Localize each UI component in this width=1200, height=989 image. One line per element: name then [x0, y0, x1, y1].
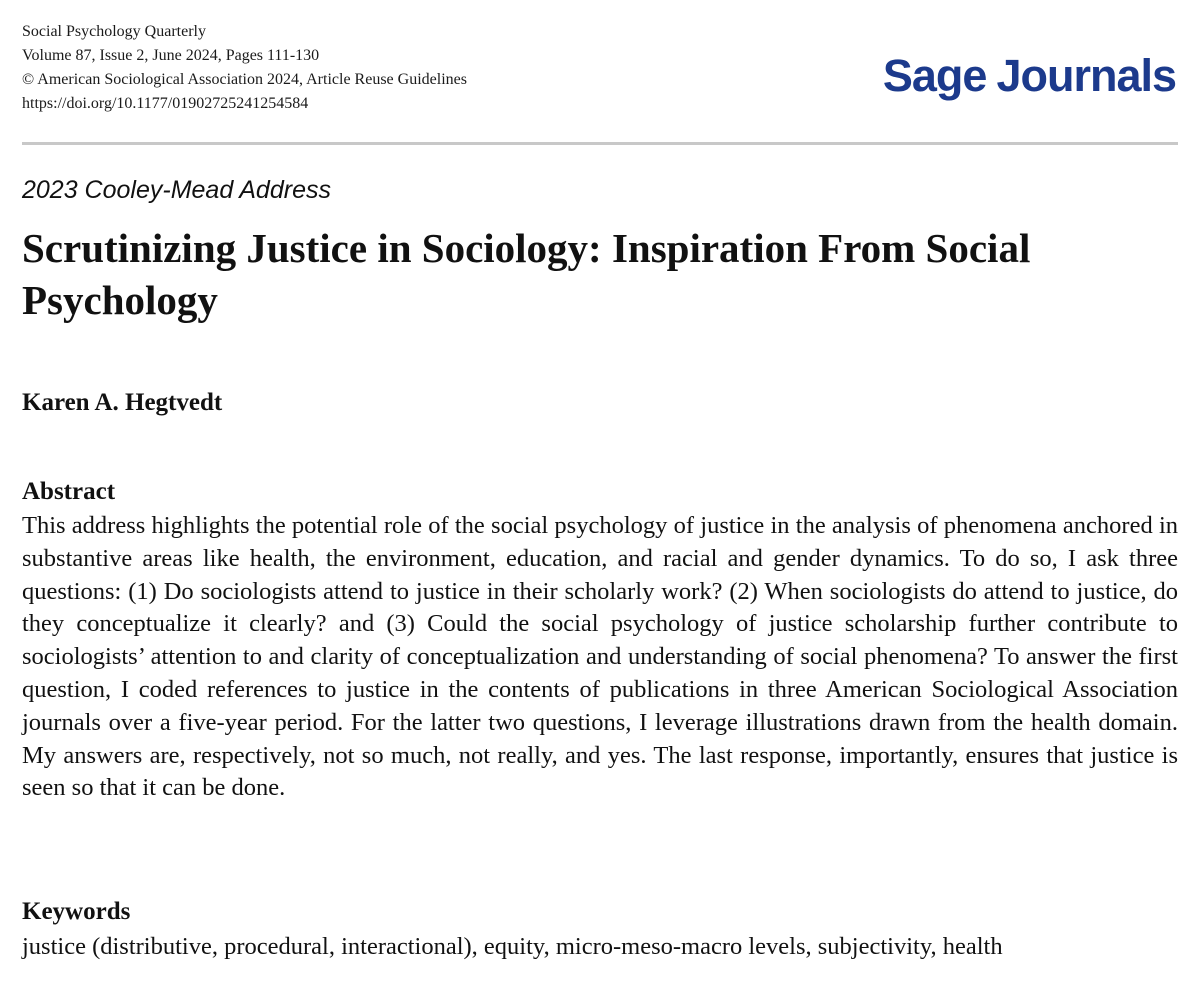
article-kicker: 2023 Cooley-Mead Address — [22, 176, 331, 204]
abstract-text: This address highlights the potential role of the social psychology of justice in the analysis of phenomena anchored in substantive areas like health, the environment, education, and racial and gender dynamics. To do so, I ask three questions: (1) Do sociologists attend to justice in their scholarly work? (2) When sociologists do attend to justice, do they conceptualize it clearly? and (3) Could the social psychology of justice scholarship further contribute to sociologists’ attention to and clarity of conceptualization and understanding of social phenomena? To answer the first question, I coded references to justice in the contents of publications in three American Sociological Association journals over a five-year period. For the latter two questions, I leverage illustrations drawn from the health domain. My answers are, respectively, not so much, not really, and yes. The last response, importantly, ensures that justice is seen so that it can be done. — [22, 512, 1178, 802]
abstract-heading: Abstract — [22, 478, 116, 505]
article-title: Scrutinizing Justice in Sociology: Inspiration From Social Psychology — [22, 225, 1031, 323]
journal-name: Social Psychology Quarterly — [22, 23, 206, 40]
logo-word-sage: Sage — [882, 50, 987, 101]
logo-word-journals: Journals — [996, 50, 1176, 101]
sage-journals-logo[interactable] — [883, 50, 1176, 102]
article-author: Karen A. Hegtvedt — [22, 389, 223, 416]
copyright-line: © American Sociological Association 2024, Article Reuse Guidelines — [22, 71, 467, 88]
header-divider — [22, 142, 1178, 145]
keywords-text: justice (distributive, procedural, interactional), equity, micro-meso-macro levels, subjectivity, health — [22, 933, 1003, 960]
journal-metadata — [22, 20, 467, 116]
doi-link[interactable]: https://doi.org/10.1177/01902725241254584 — [22, 95, 309, 112]
keywords-heading: Keywords — [22, 898, 131, 925]
issue-info: Volume 87, Issue 2, June 2024, Pages 111-130 — [22, 47, 320, 64]
